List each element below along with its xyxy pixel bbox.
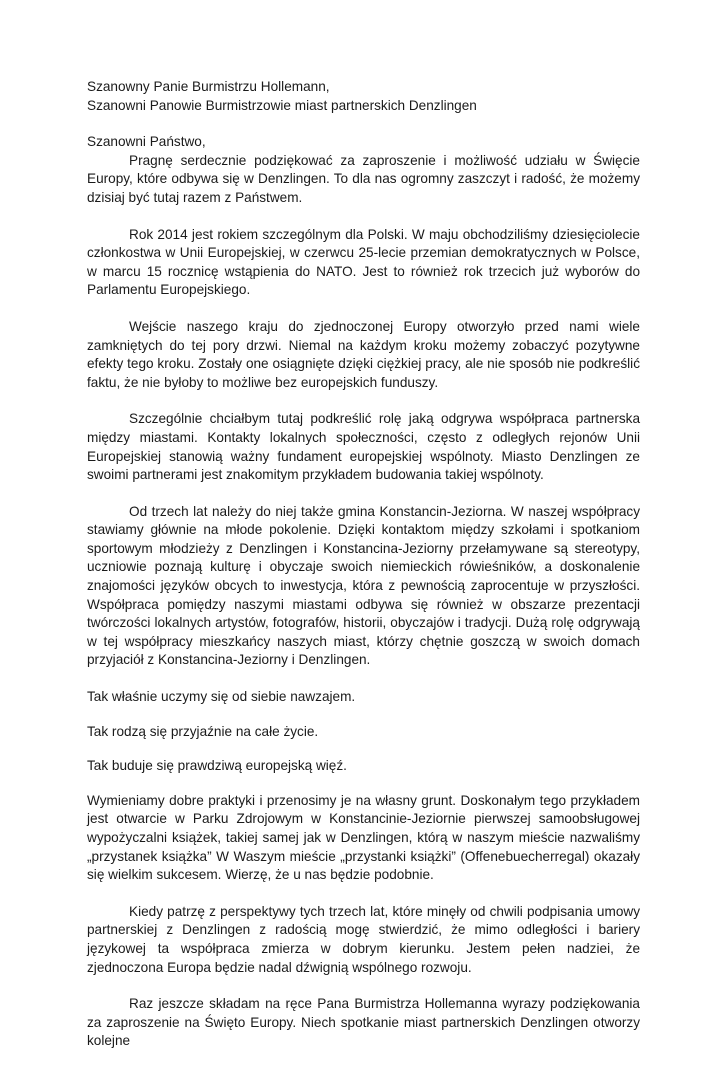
paragraph-year-2014: Rok 2014 jest rokiem szczególnym dla Polski. W maju obchodziliśmy dziesięciolecie członkostwa w Unii Europejskiej, w czerwcu 25-lecie przemian demokratycznych w Polsce, w marcu 15 rocznicę wstąpienia do NATO. Jest to również rok trzecich już wyborów do Parlamentu Europejskiego. <box>87 226 640 298</box>
paragraph-konstancin: Od trzech lat należy do niej także gmina Konstancin-Jeziorna. W naszej współpracy stawiamy głównie na młode pokolenie. Dzięki kontaktom między szkołami i spotkaniom sportowym młodzieży z Denzlingen i Konstancina-Jeziorny przełamywane są stereotypy, uczniowie poznają kulturę i obyczaje swoich niemieckich rówieśników, a doskonalenie znajomości języków obcych to inwestycja, która z pewnością zaprocentuje w przyszłości. Współpraca pomiędzy naszymi miastami odbywa się również w obszarze prezentacji twórczości lokalnych artystów, fotografów, historii, obyczajów i tradycji. Dużą rolę odgrywają w tej współpracy mieszkańcy naszych miast, którzy chętnie goszczą w swoich domach przyjaciół z Konstancina-Jeziorny i Denzlingen. <box>87 503 640 668</box>
paragraph-closing: Raz jeszcze składam na ręce Pana Burmistrza Hollemanna wyrazy podziękowania za zaproszenie na Święto Europy. Niech spotkanie miast partnerskich Denzlingen otworzy kolejne <box>87 996 640 1049</box>
salutation-line-2: Szanowni Panowie Burmistrzowie miast partnerskich Denzlingen <box>87 97 477 113</box>
paragraph-bond: Tak buduje się prawdziwą europejską więź. <box>87 758 347 774</box>
paragraph-good-practices: Wymieniamy dobre praktyki i przenosimy je na własny grunt. Doskonałym tego przykładem jest otwarcie w Parku Zdrojowym w Konstancinie-Jeziornie pierwszej samoobsługowej wypożyczalni książek, takiej samej jak w Denzlingen, którą w naszym mieście nazwaliśmy „przystanek książka” W Waszym mieście „przystanki książki” (Offenebuecherregal) okazały się wielkim sukcesem. Wierzę, że u nas będzie podobnie. <box>87 792 640 883</box>
salutation-line-1: Szanowny Panie Burmistrzu Hollemann, <box>87 79 330 94</box>
greeting: Szanowni Państwo, <box>87 134 206 150</box>
paragraph-learn: Tak właśnie uczymy się od siebie nawzajem. <box>87 689 356 705</box>
paragraph-partnership: Szczególnie chciałbym tutaj podkreślić rolę jaką odgrywa współpraca partnerska między miastami. Kontakty lokalnych społeczności, często z odległych rejonów Unii Europejskiej stanowią ważny fundament europejskiej wspólnoty. Miasto Denzlingen ze swoimi partnerami jest znakomitym przykładem budowania takiej wspólnoty. <box>87 411 640 483</box>
paragraph-eu-entry: Wejście naszego kraju do zjednoczonej Europy otworzyło przed nami wiele zamkniętych do tej pory drzwi. Niemal na każdym kroku możemy zobaczyć pozytywne efekty tego kroku. Zostały one osiągnięte dzięki ciężkiej pracy, ale nie sposób nie podkreślić faktu, że nie byłoby to możliwe bez europejskich funduszy. <box>87 318 640 390</box>
paragraph-friendships: Tak rodzą się przyjaźnie na całe życie. <box>87 723 319 739</box>
letter-page <box>87 78 640 1069</box>
paragraph-perspective: Kiedy patrzę z perspektywy tych trzech lat, które minęły od chwili podpisania umowy partnerskiej z Denzlingen z radością mogę stwierdzić, że mimo odległości i bariery językowej ta współpraca zmierza w dobrym kierunku. Jestem pełen nadziei, że zjednoczona Europa będzie nadal dźwignią wspólnego rozwoju. <box>87 903 640 975</box>
paragraph-thanks: Pragnę serdecznie podziękować za zaproszenie i możliwość udziału w Święcie Europy, które odbywa się w Denzlingen. To dla nas ogromny zaszczyt i radość, że możemy dzisiaj być tutaj razem z Państwem. <box>87 152 640 205</box>
